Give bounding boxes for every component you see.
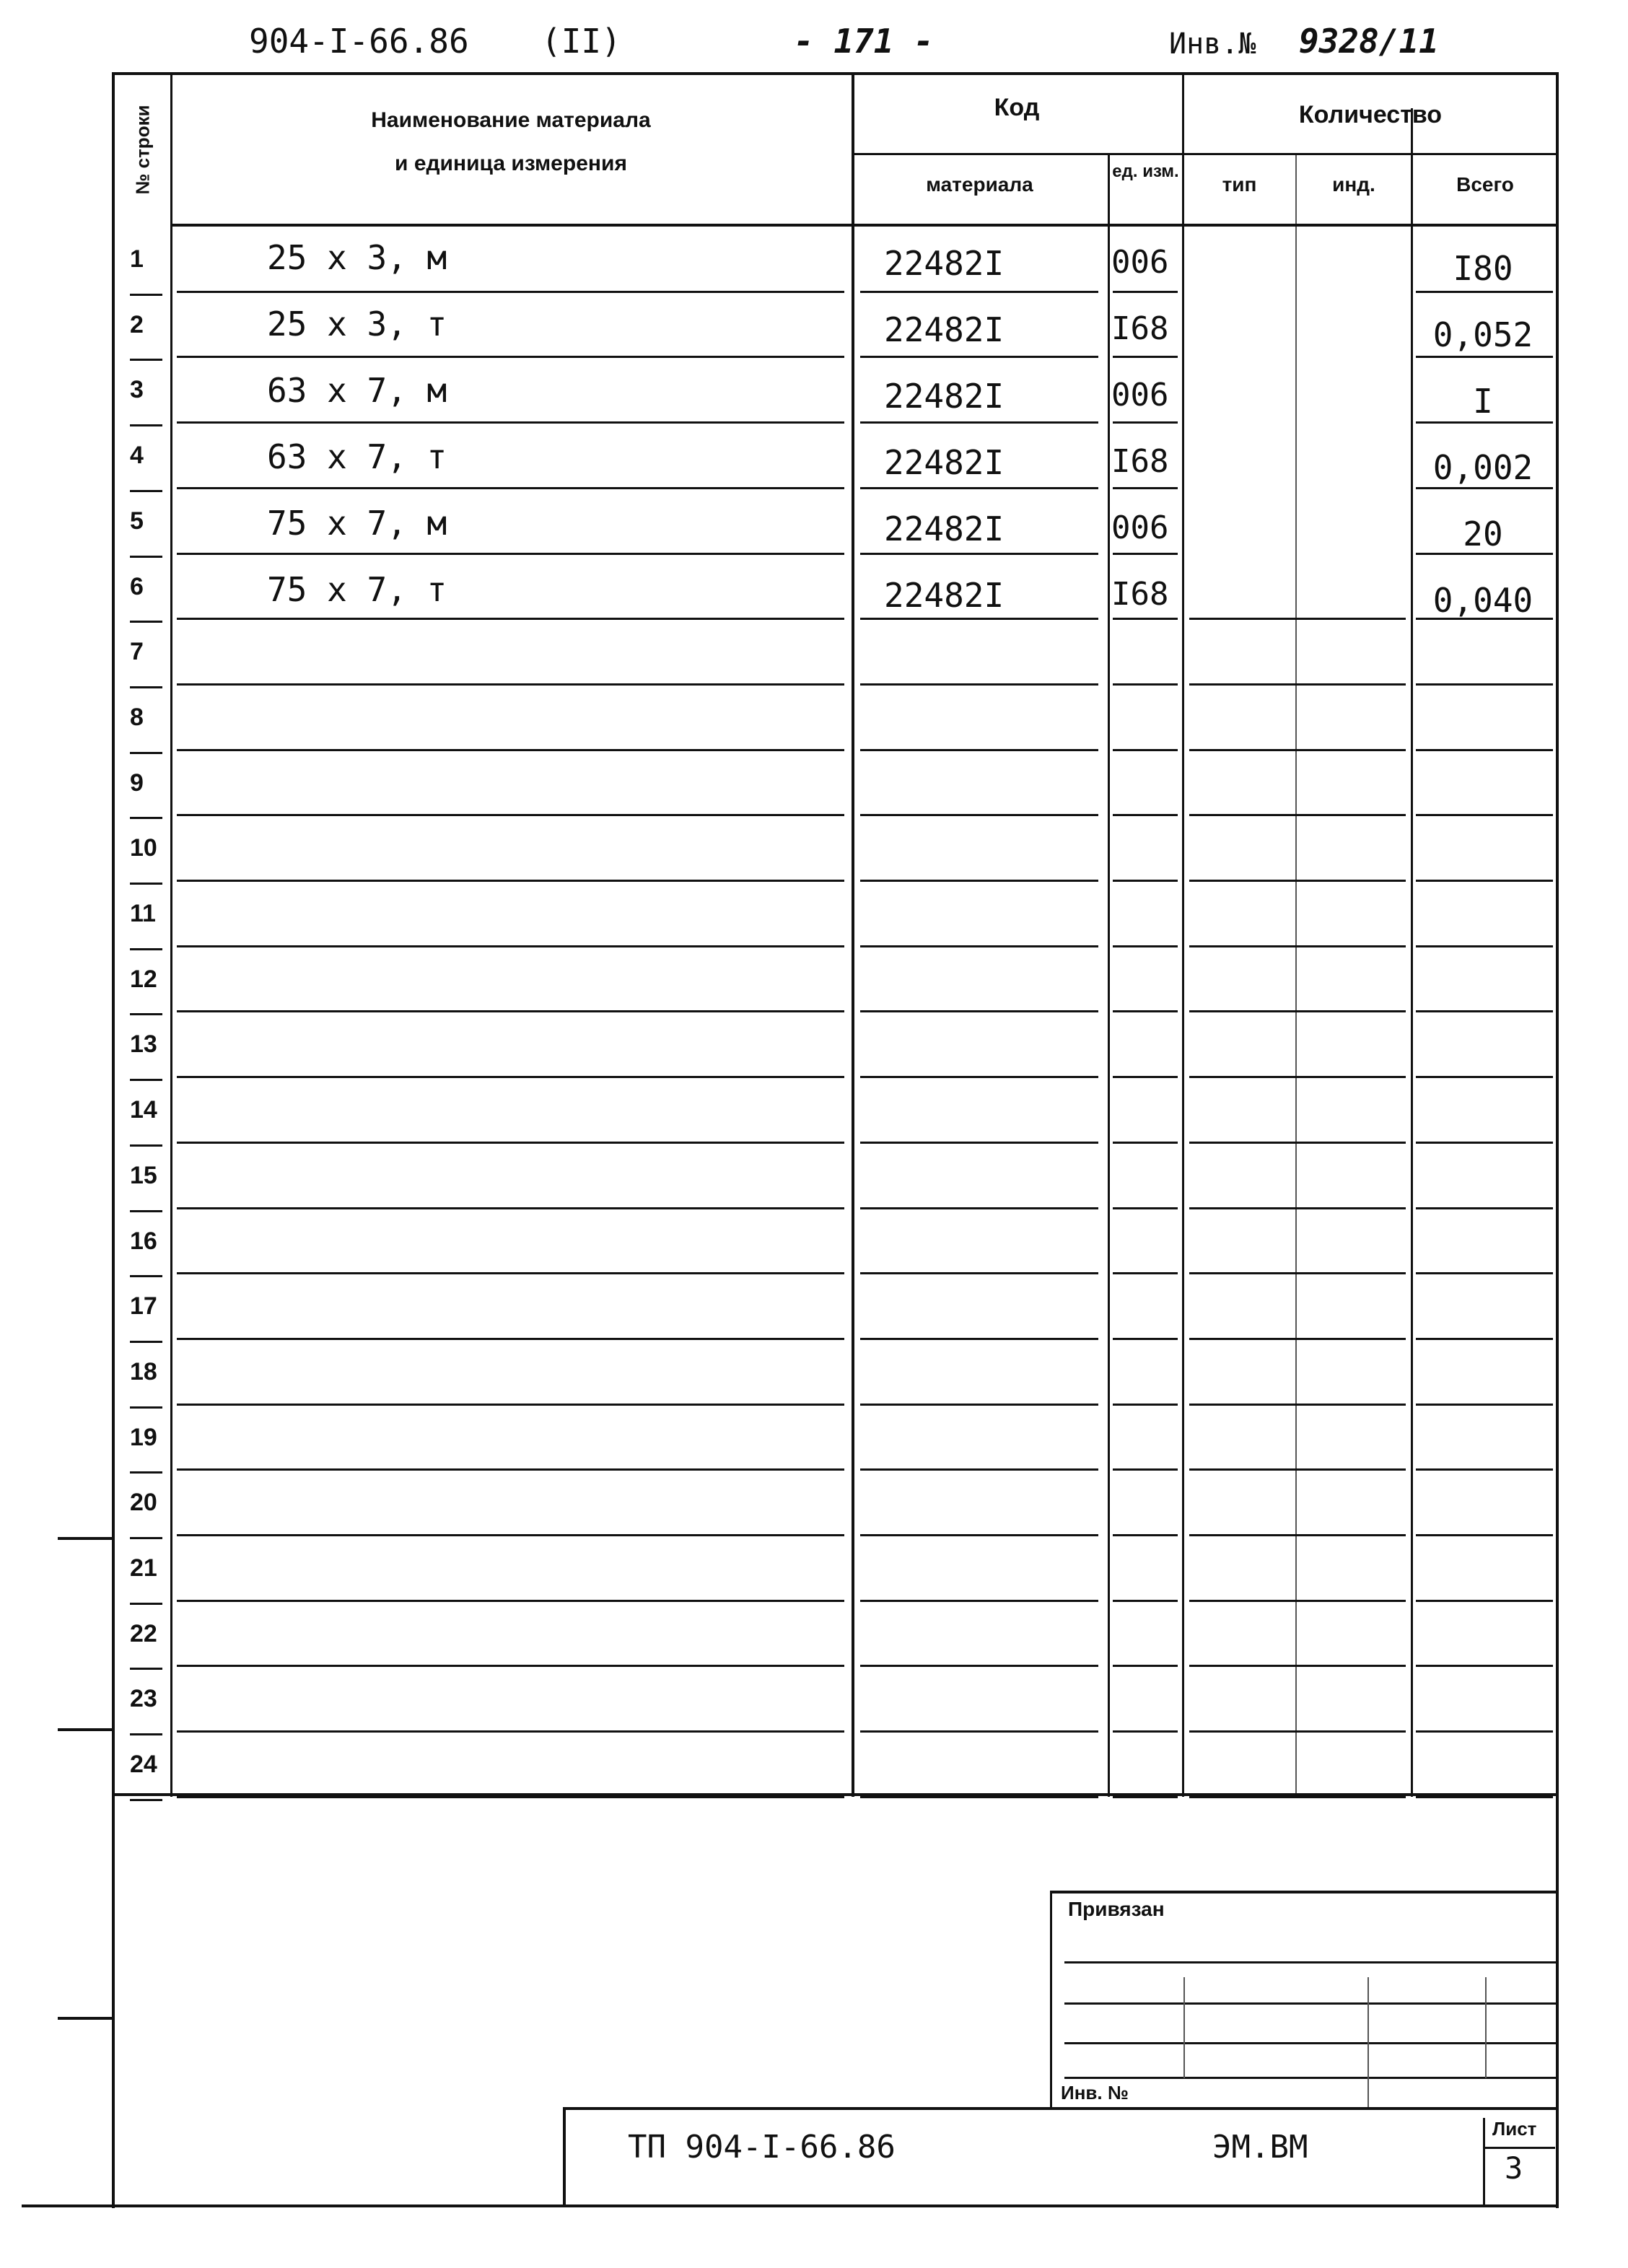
- row-divider: [860, 487, 1098, 489]
- row-divider: [1189, 1600, 1406, 1602]
- row-divider: [177, 749, 844, 751]
- row-number-divider: [130, 1471, 162, 1474]
- row-number: 10: [130, 834, 157, 862]
- row-divider: [1189, 1076, 1406, 1078]
- margin-mark: [58, 1537, 112, 1540]
- row-1-total: I80: [1453, 249, 1513, 288]
- row-1-unit: 006: [1111, 244, 1169, 281]
- row-divider: [1113, 421, 1178, 424]
- row-divider: [177, 1600, 844, 1602]
- row-divider: [1189, 1468, 1406, 1471]
- row-number: 9: [130, 769, 144, 797]
- row-divider: [177, 1010, 844, 1012]
- row-divider: [1416, 1142, 1553, 1144]
- row-divider: [1189, 1730, 1406, 1733]
- row-divider: [177, 1730, 844, 1733]
- row-divider: [1113, 1142, 1178, 1144]
- row-divider: [1416, 1207, 1553, 1209]
- row-2-total: 0,052: [1432, 315, 1533, 354]
- header-sub-line: [852, 153, 1559, 155]
- row-divider: [1189, 1796, 1406, 1798]
- row-4-code: 22482I: [884, 443, 1005, 482]
- document-code: 904-I-66.86: [249, 22, 469, 61]
- row-number: 2: [130, 310, 144, 338]
- row-divider: [1113, 356, 1178, 358]
- row-number-divider: [130, 1013, 162, 1015]
- inventory-number: 9328/11: [1299, 22, 1439, 61]
- row-divider: [177, 683, 844, 686]
- row-divider: [860, 421, 1098, 424]
- row-divider: [1416, 356, 1553, 358]
- row-4-total: 0,002: [1432, 448, 1533, 487]
- row-divider: [860, 1796, 1098, 1798]
- row-divider: [860, 356, 1098, 358]
- col-sep-code: [1108, 155, 1110, 1797]
- row-2-unit: I68: [1111, 310, 1169, 347]
- row-divider: [1416, 1404, 1553, 1406]
- row-3-total: I: [1473, 382, 1493, 421]
- row-divider: [1416, 1272, 1553, 1274]
- row-divider: [177, 291, 844, 293]
- frame-left: [112, 72, 115, 2208]
- row-number-divider: [130, 1406, 162, 1409]
- row-number: 21: [130, 1554, 157, 1582]
- row-6-code: 22482I: [884, 576, 1005, 615]
- row-number-divider: [130, 556, 162, 558]
- row-5-code: 22482I: [884, 509, 1005, 548]
- row-divider: [1416, 1600, 1553, 1602]
- row-divider: [177, 1468, 844, 1471]
- row-number: 1: [130, 245, 144, 273]
- stamp-col: [1183, 1977, 1185, 2078]
- row-divider: [860, 1730, 1098, 1733]
- row-number: 23: [130, 1685, 157, 1713]
- row-5-total: 20: [1463, 515, 1503, 553]
- row-1-code: 22482I: [884, 244, 1005, 283]
- row-divider: [1189, 749, 1406, 751]
- margin-mark: [58, 2017, 112, 2020]
- row-divider: [1189, 1272, 1406, 1274]
- row-divider: [1416, 1665, 1553, 1667]
- row-number: 5: [130, 507, 144, 535]
- row-number: 6: [130, 572, 144, 600]
- row-number: 8: [130, 703, 144, 731]
- col-code-header: Код: [994, 94, 1040, 121]
- row-divider: [1113, 1010, 1178, 1012]
- row-divider: [1189, 1665, 1406, 1667]
- volume-mark: (II): [541, 22, 621, 61]
- row-divider: [1113, 487, 1178, 489]
- col-name-header-line2: и единица измерения: [395, 152, 627, 175]
- row-divider: [1189, 945, 1406, 947]
- row-divider: [860, 553, 1098, 555]
- inventory-no-label: Инв. №: [1061, 2082, 1129, 2103]
- title-section: ЭМ.ВМ: [1212, 2129, 1308, 2166]
- col-quantity-type-header: тип: [1222, 173, 1257, 196]
- row-5-unit: 006: [1111, 509, 1169, 546]
- row-divider: [1189, 880, 1406, 882]
- privyazan-label: Привязан: [1068, 1898, 1165, 1920]
- row-divider: [1416, 1796, 1553, 1798]
- row-divider: [1189, 1142, 1406, 1144]
- row-divider: [1416, 487, 1553, 489]
- row-divider: [177, 1142, 844, 1144]
- row-divider: [177, 1338, 844, 1340]
- row-number: 19: [130, 1423, 157, 1451]
- row-number: 18: [130, 1357, 157, 1385]
- row-divider: [177, 618, 844, 620]
- stamp-block-top: [1050, 1891, 1559, 1893]
- row-divider: [1416, 1534, 1553, 1536]
- row-divider: [1416, 1076, 1553, 1078]
- row-divider: [1113, 1600, 1178, 1602]
- row-number: 24: [130, 1751, 157, 1779]
- row-number: 20: [130, 1489, 157, 1517]
- row-divider: [177, 880, 844, 882]
- col-quantity-total-header: Всего: [1456, 173, 1514, 196]
- row-divider: [860, 1142, 1098, 1144]
- row-divider: [1189, 1207, 1406, 1209]
- row-divider: [1113, 1730, 1178, 1733]
- row-divider: [1113, 1272, 1178, 1274]
- row-6-name: 75 x 7, т: [267, 570, 447, 609]
- row-divider: [1189, 1404, 1406, 1406]
- row-divider: [177, 945, 844, 947]
- header-bottom-line: [170, 224, 1559, 227]
- row-2-code: 22482I: [884, 310, 1005, 349]
- row-divider: [860, 1665, 1098, 1667]
- frame-bottom: [22, 2204, 1559, 2207]
- row-divider: [1113, 945, 1178, 947]
- col-code-material-header: материала: [926, 173, 1033, 196]
- stamp-col: [1367, 1977, 1369, 2107]
- row-divider: [1113, 1338, 1178, 1340]
- row-number: 7: [130, 638, 144, 666]
- row-4-unit: I68: [1111, 443, 1169, 480]
- sheet-label: Лист: [1492, 2118, 1537, 2140]
- frame-right: [1556, 72, 1559, 2208]
- row-number-divider: [130, 294, 162, 296]
- col-row-number-text: № строки: [131, 105, 154, 195]
- row-divider: [1113, 1468, 1178, 1471]
- row-number-divider: [130, 817, 162, 819]
- row-number-divider: [130, 686, 162, 688]
- row-divider: [1113, 1534, 1178, 1536]
- row-number: 12: [130, 965, 157, 993]
- row-divider: [1189, 1534, 1406, 1536]
- row-divider: [177, 1665, 844, 1667]
- sheet-box-left: [1483, 2118, 1485, 2204]
- row-divider: [1189, 814, 1406, 816]
- row-number-divider: [130, 1210, 162, 1212]
- col-sep-ind: [1411, 108, 1413, 1797]
- row-number: 15: [130, 1161, 157, 1189]
- row-divider: [177, 421, 844, 424]
- row-number-divider: [130, 1537, 162, 1539]
- col-code-unit-header: ед. изм.: [1112, 162, 1179, 181]
- row-divider: [1416, 1730, 1553, 1733]
- inventory-label: Инв.№: [1169, 27, 1256, 61]
- row-number: 11: [130, 900, 156, 927]
- row-divider: [177, 1534, 844, 1536]
- row-2-name: 25 x 3, т: [267, 305, 447, 343]
- row-number: 22: [130, 1619, 157, 1647]
- col-sep-unit: [1182, 72, 1184, 1797]
- row-divider: [177, 1207, 844, 1209]
- row-divider: [177, 1796, 844, 1798]
- row-divider: [860, 1338, 1098, 1340]
- row-6-unit: I68: [1111, 576, 1169, 613]
- row-divider: [860, 1207, 1098, 1209]
- row-divider: [1416, 945, 1553, 947]
- row-3-unit: 006: [1111, 377, 1169, 413]
- stamp-block-left: [1050, 1891, 1052, 2107]
- row-number-divider: [130, 1275, 162, 1277]
- row-divider: [177, 1272, 844, 1274]
- frame-top: [112, 72, 1559, 75]
- row-3-code: 22482I: [884, 377, 1005, 416]
- row-divider: [1113, 291, 1178, 293]
- row-divider: [1189, 1010, 1406, 1012]
- row-divider: [1416, 291, 1553, 293]
- col-quantity-header: Количество: [1298, 101, 1443, 128]
- row-divider: [860, 880, 1098, 882]
- row-number-divider: [130, 359, 162, 361]
- title-block-left: [563, 2107, 566, 2204]
- row-number-divider: [130, 621, 162, 623]
- col-quantity-ind-header: инд.: [1332, 173, 1375, 196]
- row-divider: [177, 356, 844, 358]
- row-divider: [177, 814, 844, 816]
- row-divider: [1416, 880, 1553, 882]
- row-divider: [1113, 683, 1178, 686]
- row-divider: [860, 291, 1098, 293]
- stamp-col: [1485, 1977, 1487, 2078]
- row-3-name: 63 x 7, м: [267, 371, 447, 410]
- row-1-name: 25 x 3, м: [267, 238, 447, 277]
- row-number: 14: [130, 1096, 157, 1124]
- table-bottom-line: [112, 1793, 1559, 1796]
- row-divider: [860, 1272, 1098, 1274]
- row-number: 16: [130, 1227, 157, 1255]
- stamp-line: [1064, 1961, 1559, 1963]
- row-divider: [860, 683, 1098, 686]
- row-divider: [1416, 421, 1553, 424]
- row-divider: [1113, 1404, 1178, 1406]
- row-number-divider: [130, 1079, 162, 1081]
- row-number-divider: [130, 1603, 162, 1605]
- row-divider: [860, 814, 1098, 816]
- row-divider: [1113, 1076, 1178, 1078]
- row-divider: [177, 1076, 844, 1078]
- row-number-divider: [130, 883, 162, 885]
- row-divider: [1113, 618, 1178, 620]
- row-divider: [1416, 1338, 1553, 1340]
- row-number: 3: [130, 376, 144, 404]
- row-divider: [1416, 1010, 1553, 1012]
- row-divider: [860, 1076, 1098, 1078]
- row-number-divider: [130, 424, 162, 426]
- col-sep-name: [852, 72, 854, 1797]
- row-divider: [1416, 749, 1553, 751]
- row-number-divider: [130, 948, 162, 950]
- row-divider: [860, 1468, 1098, 1471]
- row-number-divider: [130, 1341, 162, 1343]
- row-divider: [1416, 814, 1553, 816]
- row-number-divider: [130, 1668, 162, 1670]
- page-mark: - 171 -: [794, 22, 934, 61]
- row-divider: [860, 1010, 1098, 1012]
- row-divider: [1113, 1207, 1178, 1209]
- row-divider: [1416, 1468, 1553, 1471]
- row-6-total: 0,040: [1432, 581, 1533, 620]
- row-divider: [1189, 683, 1406, 686]
- row-divider: [860, 1404, 1098, 1406]
- row-divider: [860, 618, 1098, 620]
- row-divider: [860, 1534, 1098, 1536]
- row-divider: [860, 945, 1098, 947]
- row-divider: [1113, 814, 1178, 816]
- row-number: 13: [130, 1030, 157, 1059]
- col-name-header-line1: Наименование материала: [371, 108, 651, 132]
- col-sep-type: [1295, 155, 1297, 1797]
- row-4-name: 63 x 7, т: [267, 437, 447, 476]
- row-divider: [1113, 880, 1178, 882]
- row-number: 4: [130, 442, 144, 470]
- row-divider: [1113, 1796, 1178, 1798]
- row-number-divider: [130, 490, 162, 492]
- row-divider: [1113, 749, 1178, 751]
- row-number-divider: [130, 1799, 162, 1801]
- row-divider: [177, 1404, 844, 1406]
- row-divider: [1189, 618, 1406, 620]
- row-number-divider: [130, 1144, 162, 1147]
- row-number: 17: [130, 1292, 157, 1321]
- title-doc-code: ТП 904-I-66.86: [628, 2129, 896, 2166]
- row-5-name: 75 x 7, м: [267, 504, 447, 543]
- sheet-number: 3: [1505, 2150, 1523, 2186]
- row-divider: [860, 749, 1098, 751]
- sheet-box-divider: [1483, 2147, 1555, 2149]
- col-row-number-header: [115, 79, 170, 224]
- row-divider: [1113, 1665, 1178, 1667]
- row-divider: [1416, 683, 1553, 686]
- row-divider: [177, 553, 844, 555]
- margin-mark: [58, 1728, 112, 1731]
- title-block-top: [563, 2107, 1559, 2110]
- row-divider: [1189, 1338, 1406, 1340]
- row-number-divider: [130, 752, 162, 754]
- row-number-divider: [130, 1733, 162, 1735]
- row-divider: [177, 487, 844, 489]
- row-divider: [1113, 553, 1178, 555]
- row-divider: [860, 1600, 1098, 1602]
